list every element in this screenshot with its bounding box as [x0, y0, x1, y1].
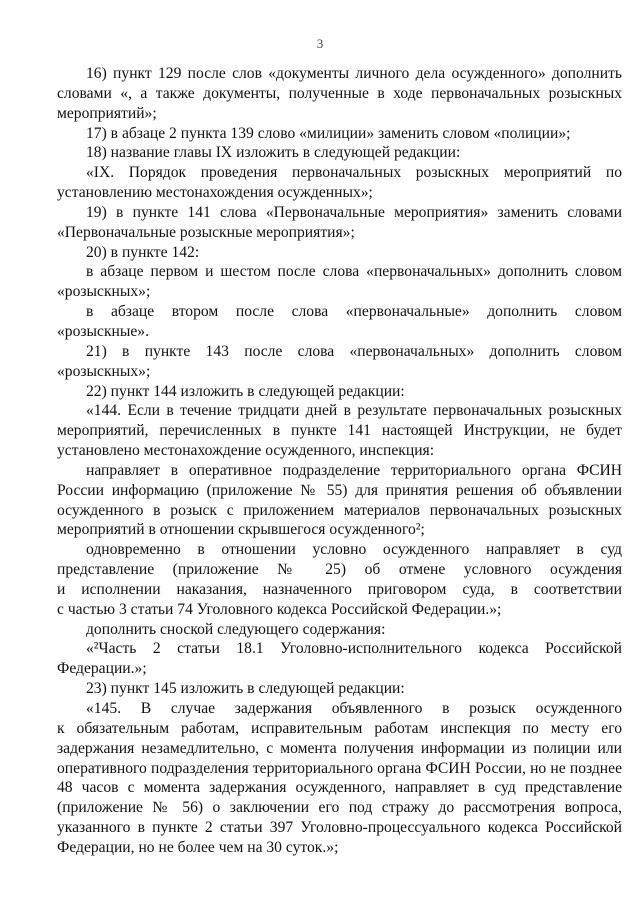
- text-line: в абзаце втором после слова «первоначальные» дополнить словом: [86, 303, 622, 321]
- paragraph: [57, 163, 622, 203]
- text-line: и исполнении наказания, назначенного приговором суда, в соответствии: [57, 580, 622, 598]
- text-line: установлено местонахождение осужденного, инспекция:: [57, 442, 435, 460]
- text-line: задержания незамедлительно, с момента получения информации из полиции или: [57, 739, 622, 757]
- text-line: «розыскных»;: [57, 362, 151, 380]
- text-line: установлению местонахождения осужденных»;: [57, 184, 373, 202]
- paragraph: [57, 342, 622, 382]
- page-number: 3: [316, 36, 324, 51]
- paragraph: [57, 262, 622, 302]
- document-body: [57, 64, 622, 858]
- text-line: мероприятий в отношении скрывшегося осужденного²;: [57, 521, 425, 539]
- text-line: Федерации.»;: [57, 660, 147, 678]
- text-line: «розыскные».: [57, 322, 149, 340]
- text-line: направляет в оперативное подразделение территориального органа ФСИН: [86, 461, 622, 479]
- text-line: дополнить сноской следующего содержания:: [86, 620, 386, 638]
- paragraph: [57, 620, 622, 640]
- text-line: Федерации, но не более чем на 30 суток.»;: [57, 838, 339, 856]
- text-line: 22) пункт 144 изложить в следующей редакции:: [86, 382, 405, 400]
- text-line: «²Часть 2 статьи 18.1 Уголовно-исполнительного кодекса Российской: [86, 640, 622, 658]
- text-line: оперативного подразделения территориального органа ФСИН России, но не позднее: [57, 759, 622, 777]
- paragraph: [57, 461, 622, 540]
- paragraph: [57, 203, 622, 243]
- text-line: представление (приложение № 25) об отмене условного осуждения: [57, 561, 622, 579]
- text-line: 16) пункт 129 после слов «документы личного дела осужденного» дополнить: [86, 65, 622, 82]
- text-line: 19) в пункте 141 слова «Первоначальные мероприятия» заменить словами: [86, 203, 622, 221]
- text-line: указанного в пункте 2 статьи 397 Уголовно-процессуального кодекса Российской: [57, 819, 622, 837]
- text-line: «144. Если в течение тридцати дней в результате первоначальных розыскных: [86, 402, 622, 420]
- text-line: 48 часов с момента задержания осужденного, направляет в суд представление: [57, 779, 622, 797]
- paragraph: [57, 401, 622, 461]
- text-line: 21) в пункте 143 после слова «первоначальных» дополнить словом: [86, 342, 622, 360]
- text-line: мероприятий, перечисленных в пункте 141 настоящей Инструкции, не будет: [57, 422, 622, 440]
- text-line: словами «, а также документы, полученные в ходе первоначальных розыскных: [57, 84, 622, 102]
- text-line: «145. В случае задержания объявленного в розыск осужденного: [86, 700, 622, 717]
- paragraph: [57, 639, 622, 679]
- paragraph: [57, 143, 622, 163]
- paragraph: [57, 64, 622, 124]
- paragraph: [57, 302, 622, 342]
- text-line: мероприятий»;: [57, 104, 157, 122]
- paragraph: [57, 540, 622, 619]
- text-line: 23) пункт 145 изложить в следующей редакции:: [86, 680, 405, 698]
- text-line: (приложение № 56) о заключении его под стражу до рассмотрения вопроса,: [57, 799, 622, 817]
- text-line: с частью 3 статьи 74 Уголовного кодекса Российской Федерации.»;: [57, 600, 502, 618]
- text-line: России информацию (приложение № 55) для принятия решения об объявлении: [57, 481, 622, 499]
- paragraph: [57, 243, 622, 263]
- text-line: в абзаце первом и шестом после слова «первоначальных» дополнить словом: [86, 263, 622, 281]
- text-line: «Первоначальные розыскные мероприятия»;: [57, 223, 355, 241]
- text-line: 18) название главы IX изложить в следующей редакции:: [86, 144, 461, 162]
- paragraph: [57, 679, 622, 699]
- paragraph: [57, 699, 622, 858]
- text-line: «IX. Порядок проведения первоначальных розыскных мероприятий по: [86, 164, 622, 182]
- paragraph: [57, 382, 622, 402]
- text-line: одновременно в отношении условно осужденного направляет в суд: [86, 541, 622, 559]
- text-line: осужденного в розыск с приложением материалов первоначальных розыскных: [57, 501, 622, 519]
- text-line: 17) в абзаце 2 пункта 139 слово «милиции» заменить словом «полиции»;: [86, 124, 571, 142]
- text-line: «розыскных»;: [57, 283, 151, 301]
- paragraph: [57, 124, 622, 144]
- text-line: 20) в пункте 142:: [86, 243, 200, 261]
- text-line: к обязательным работам, исправительным работам инспекция по месту его: [57, 719, 622, 737]
